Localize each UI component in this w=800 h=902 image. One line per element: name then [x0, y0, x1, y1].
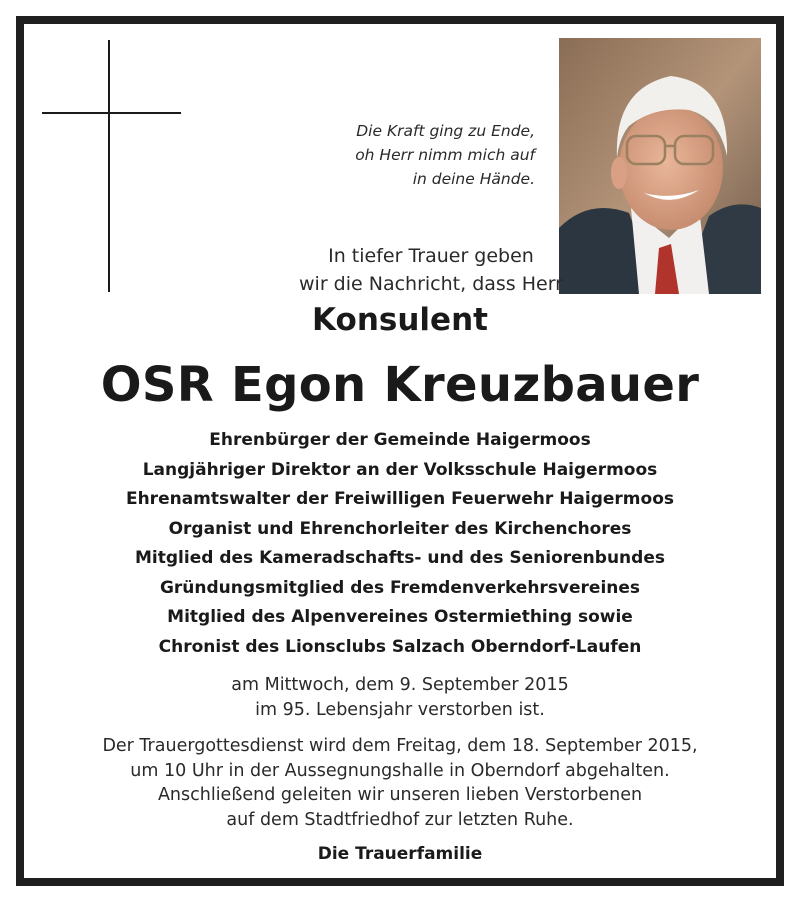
death-line: am Mittwoch, dem 9. September 2015: [231, 675, 569, 695]
intro-line: wir die Nachricht, dass Herr: [299, 273, 563, 295]
intro-line: In tiefer Trauer geben: [328, 245, 534, 267]
honorary-title: Konsulent: [312, 302, 488, 338]
role-line: Gründungsmitglied des Fremdenverkehrsvereines: [159, 577, 641, 598]
funeral-details: [0, 734, 800, 832]
cross-icon-bar: [42, 112, 181, 114]
role-line: Ehrenamtswalter der Freiwilligen Feuerwehr Haigermoos: [125, 489, 675, 509]
funeral-line: Der Trauergottesdienst wird dem Freitag, dem 18. September 2015,: [102, 736, 698, 756]
death-notice: [0, 673, 800, 723]
quote-line: in deine Hände.: [412, 170, 535, 188]
role-line: Mitglied des Kameradschafts- und des Seniorenbundes: [135, 548, 665, 568]
role-line: Langjähriger Direktor an der Volksschule Haigermoos: [142, 459, 658, 480]
role-line: Mitglied des Alpenvereines Ostermiething sowie: [167, 607, 633, 627]
role-line: Chronist des Lionsclubs Salzach Oberndorf-Laufen: [158, 636, 642, 657]
role-line: Organist und Ehrenchorleiter des Kirchenchores: [168, 518, 632, 539]
bible-quote: [355, 119, 535, 191]
intro-text: [0, 242, 800, 298]
death-line: im 95. Lebensjahr verstorben ist.: [255, 700, 545, 720]
funeral-line: auf dem Stadtfriedhof zur letzten Ruhe.: [226, 809, 574, 830]
deceased-name: OSR Egon Kreuzbauer: [100, 357, 700, 413]
quote-line: Die Kraft ging zu Ende,: [356, 122, 535, 140]
quote-line: oh Herr nimm mich auf: [355, 146, 535, 164]
funeral-line: um 10 Uhr in der Aussegnungshalle in Oberndorf abgehalten.: [130, 760, 670, 781]
funeral-line: Anschließend geleiten wir unseren lieben Verstorbenen: [157, 785, 643, 805]
roles-list: [0, 426, 800, 662]
family-signature: Die Trauerfamilie: [317, 844, 483, 864]
role-line: Ehrenbürger der Gemeinde Haigermoos: [209, 430, 591, 450]
